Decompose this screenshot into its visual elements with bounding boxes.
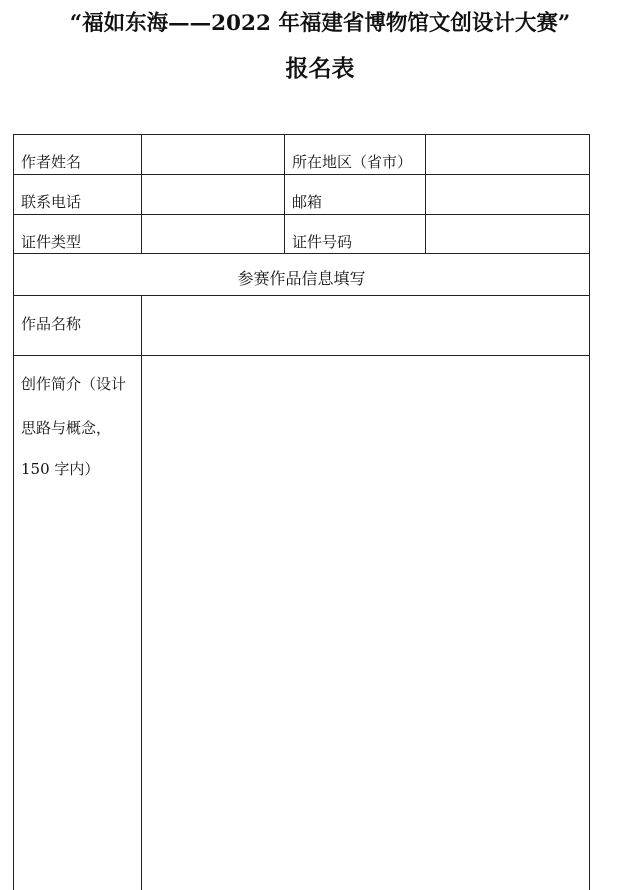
form-subtitle: 报名表 (285, 55, 355, 82)
table-border-left (13, 134, 14, 890)
author-name-field[interactable] (142, 135, 284, 174)
table-row-divider (13, 253, 590, 254)
table-border-right (589, 134, 590, 890)
author-name-label: 作者姓名 (21, 153, 82, 171)
description-label-line: 思路与概念， (21, 419, 112, 437)
description-field[interactable] (142, 356, 589, 890)
email-field[interactable] (426, 175, 589, 214)
region-label: 所在地区（省市） (292, 153, 413, 171)
description-label-line: 创作简介（设计 (21, 375, 127, 393)
id-type-label: 证件类型 (21, 233, 82, 251)
form-title: “福如东海——2022 年福建省博物馆文创设计大赛” (69, 11, 571, 36)
email-label: 邮箱 (292, 193, 323, 211)
section-header: 参赛作品信息填写 (237, 269, 366, 288)
id-type-field[interactable] (142, 215, 284, 253)
work-name-field[interactable] (142, 296, 589, 355)
phone-label: 联系电话 (21, 193, 82, 211)
phone-field[interactable] (142, 175, 284, 214)
table-column-divider (284, 134, 285, 253)
id-number-field[interactable] (426, 215, 589, 253)
description-label-line: 150 字内） (21, 460, 100, 478)
id-number-label: 证件号码 (292, 233, 353, 251)
work-name-label: 作品名称 (21, 315, 82, 333)
region-field[interactable] (426, 135, 589, 174)
